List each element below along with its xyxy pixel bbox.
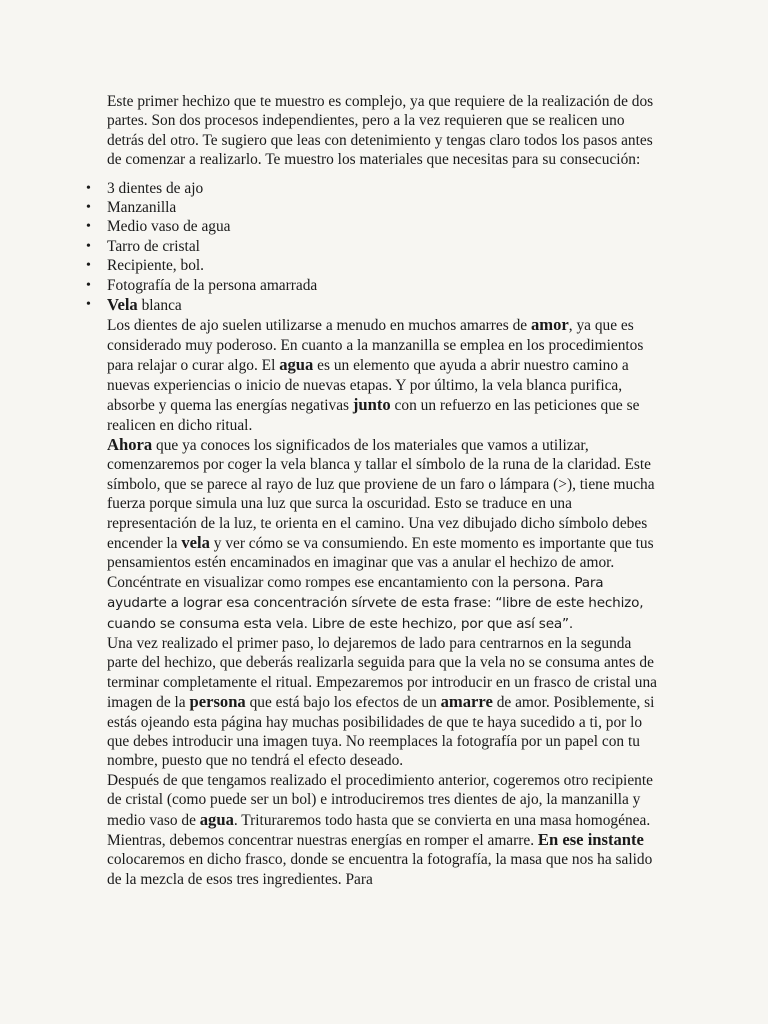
emphasis: Ahora [107, 434, 153, 454]
bullet-icon: • [86, 277, 91, 293]
bullet-icon: • [86, 200, 91, 216]
emphasis: persona [189, 692, 246, 712]
emphasis: vela [181, 532, 210, 552]
paragraph-ingredients: Los dientes de ajo suelen utilizarse a menudo en muchos amarres de amor, ya que es considerado muy poderoso. En cuanto a la manzanilla se emplea en los procedimientos para relajar o curar algo. El agua es un elemento que ayuda a abrir nuestro camino a nuevas experiencias o inicio de nuevas etapas. Y por último, la vela blanca purifica, absorbe y quema las energías negativas junto con un refuerzo en las peticiones que se realicen en dicho ritual. [107, 315, 644, 434]
paragraph-first-step: Ahora que ya conoces los significados de los materiales que vamos a utilizar, comenzaremos por coger la vela blanca y tallar el símbolo de la runa de la claridad. Este símbolo, que se parece al rayo de luz que proviene de un faro o lámpara (>), tiene mucha fuerza porque simula una luz que surca la oscuridad. Esto se traduce en una representación de la luz, te orienta en el camino. Una vez dibujado dicho símbolo debes encender la vela y ver cómo se va consumiendo. En este momento es importante que tus pensamientos estén encaminados en imaginar que vas a anular el hechizo de amor. Concéntrate en visualizar como rompes ese encantamiento con la persona. Para ayudarte a lograr esa concentración sírvete de esta frase: “libre de este hechizo, cuando se consuma esta vela. Libre de este hechizo, por que así sea”. [107, 434, 655, 632]
document-body [86, 92, 665, 889]
emphasis: Vela [107, 295, 138, 315]
list-item: • Recipiente, bol. [86, 257, 205, 275]
list-item: • Medio vaso de agua [86, 218, 231, 236]
paragraph-second-step: Una vez realizado el primer paso, lo dejaremos de lado para centrarnos en la segunda parte del hechizo, que deberás realizarla seguida para que la vela no se consuma antes de terminar completamente el ritual. Empezaremos por introducir en un frasco de cristal una imagen de la persona que está bajo los efectos de un amarre de amor. Posiblemente, si estás ojeando esta página hay muchas posibilidades de que te haya sucedido a ti, por lo que debes introducir una imagen tuya. No reemplaces la fotografía por un papel con tu nombre, puesto que no tendrá el efecto deseado. [107, 634, 657, 770]
intro-paragraph: Este primer hechizo que te muestro es complejo, ya que requiere de la realización de dos partes. Son dos procesos independientes, pero a la vez requieren que se realicen uno detrás del otro. Te sugiero que leas con detenimiento y tengas claro todos los pasos antes de comenzar a realizarlo. Te muestro los materiales que necesitas para su consecución: [107, 93, 654, 169]
emphasis: En ese instante [537, 830, 644, 850]
emphasis: agua [279, 355, 314, 375]
emphasis: agua [199, 809, 234, 829]
spell-phrase: persona. Para ayudarte a lograr esa concentración sírvete de esta frase: “libre de este hechizo, cuando se consuma esta vela. Libre de este hechizo, por que así sea”. [107, 574, 644, 632]
bullet-icon: • [86, 258, 91, 274]
bullet-icon: • [86, 238, 91, 254]
emphasis: amor [530, 315, 569, 335]
paragraph-mixture: Después de que tengamos realizado el procedimiento anterior, cogeremos otro recipiente de cristal (como puede ser un bol) e introduciremos tres dientes de ajo, la manzanilla y medio vaso de agua. Trituraremos todo hasta que se convierta en una masa homogénea. Mientras, debemos concentrar nuestras energías en romper el amarre. En ese instante colocaremos en dicho frasco, donde se encuentra la fotografía, la masa que nos ha salido de la mezcla de esos tres ingredientes. Para [107, 771, 653, 888]
list-item: • Vela blanca [86, 295, 182, 315]
list-item: • Tarro de cristal [86, 237, 200, 255]
bullet-icon: • [86, 219, 91, 235]
list-item: • Fotografía de la persona amarrada [86, 276, 318, 294]
bullet-icon: • [86, 180, 91, 196]
emphasis: junto [352, 395, 391, 415]
emphasis: amarre [440, 692, 493, 712]
materials-list [86, 179, 665, 316]
list-item: • Manzanilla [86, 199, 177, 217]
bullet-icon: • [86, 297, 91, 313]
list-item: • 3 dientes de ajo [86, 179, 204, 197]
